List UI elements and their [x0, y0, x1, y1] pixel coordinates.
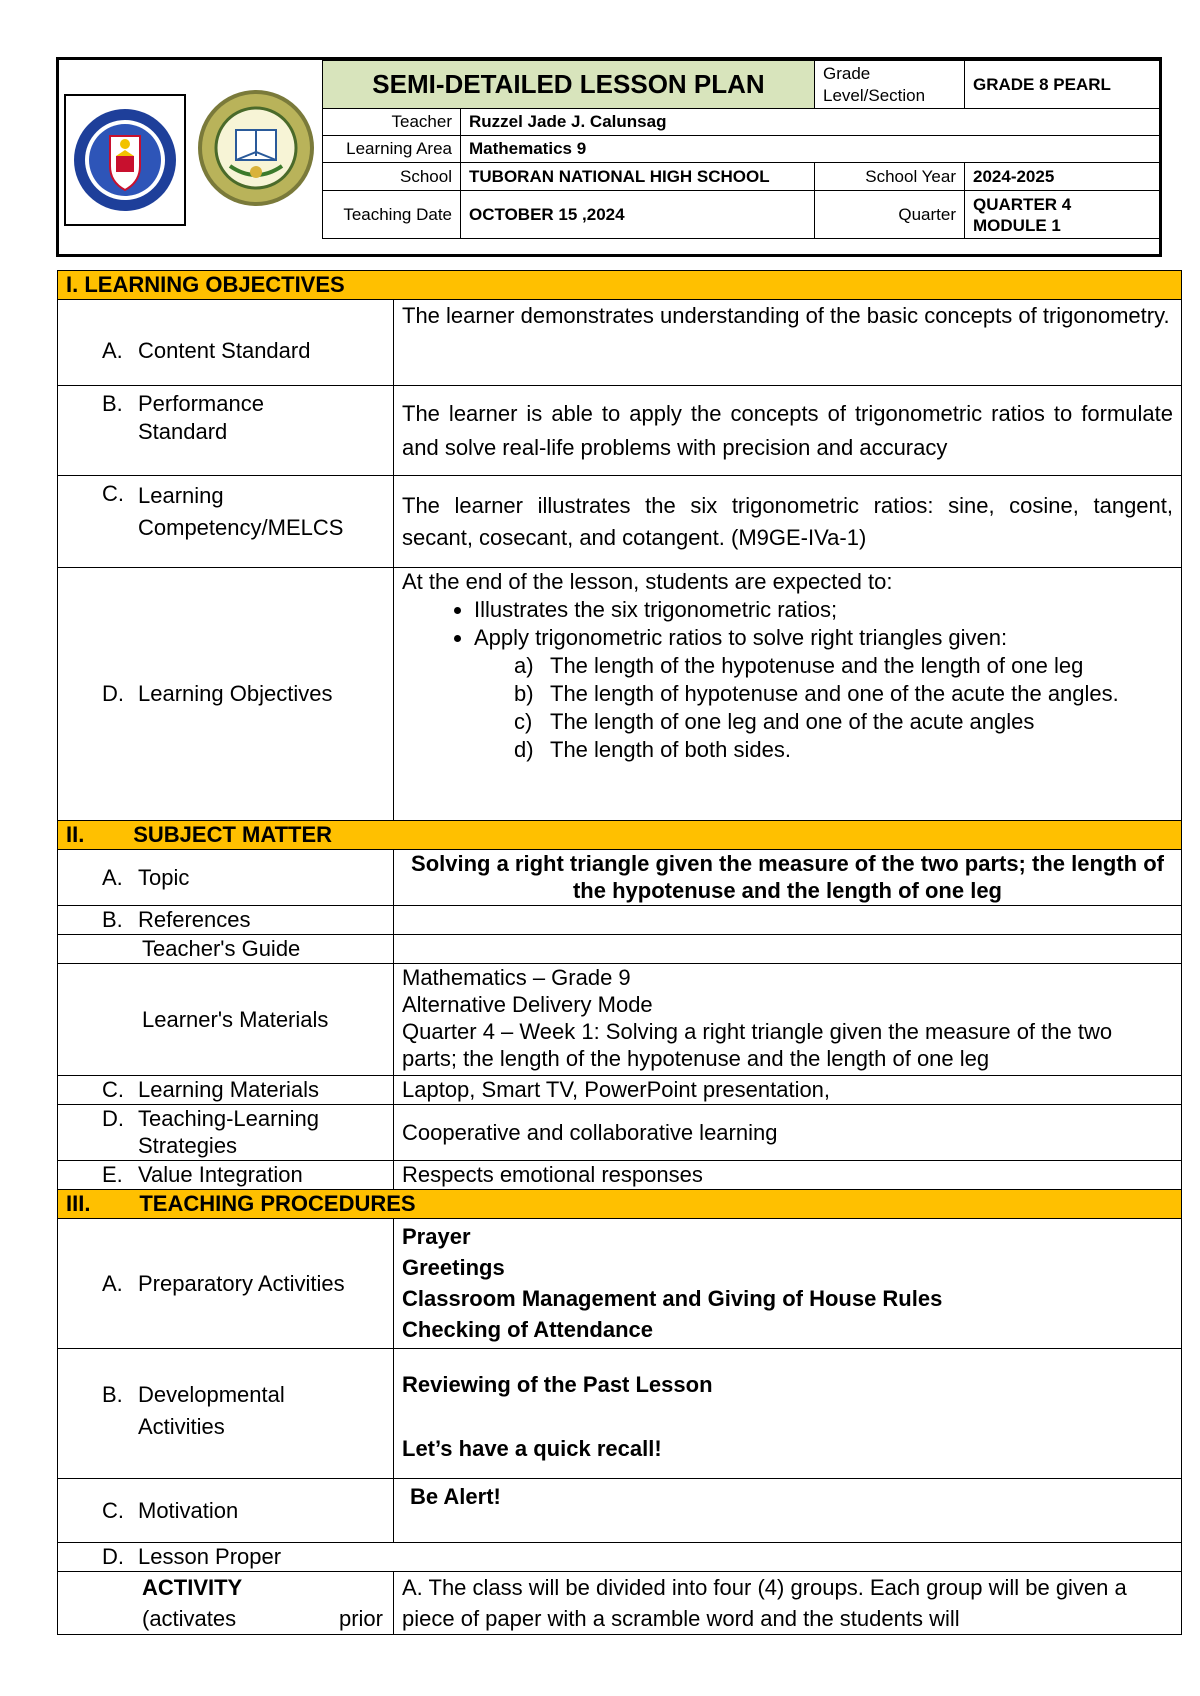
strategies-label: D. Teaching-Learning Strategies	[58, 1105, 394, 1161]
learning-objectives-row	[58, 568, 1182, 821]
content-standard-text: The learner demonstrates understanding of the basic concepts of trigonometry.	[394, 300, 1182, 386]
grade-level-value: GRADE 8 PEARL	[965, 61, 1160, 109]
topic-row	[58, 850, 1182, 906]
teaching-date-value: OCTOBER 15 ,2024	[461, 191, 815, 239]
activity-text: A. The class will be divided into four (4) groups. Each group will be given a piece of paper with a scramble word and the students will	[394, 1572, 1182, 1635]
developmental-content: Reviewing of the Past Lesson Let’s have a quick recall!	[394, 1349, 1182, 1479]
school-label: School	[323, 163, 461, 191]
objectives-intro: At the end of the lesson, students are expected to:	[402, 569, 893, 594]
teacher-label: Teacher	[323, 109, 461, 136]
developmental-row	[58, 1349, 1182, 1479]
teachers-guide-label: Teacher's Guide	[58, 935, 394, 964]
lesson-proper-row	[58, 1543, 1182, 1572]
motivation-label: C. Motivation	[58, 1479, 394, 1543]
performance-standard-label: B. Performance Standard	[58, 386, 394, 476]
learning-area-label: Learning Area	[323, 136, 461, 163]
learning-objectives-content	[394, 568, 1182, 821]
content-standard-label: A. Content Standard	[58, 300, 394, 386]
preparatory-row	[58, 1219, 1182, 1349]
strategies-row	[58, 1105, 1182, 1161]
value-integration-text: Respects emotional responses	[394, 1161, 1182, 1190]
section-teaching-procedures-header	[58, 1190, 1182, 1219]
topic-text: Solving a right triangle given the measure of the two parts; the length of the hypotenuse and the length of one leg	[394, 850, 1182, 906]
strategies-text: Cooperative and collaborative learning	[394, 1105, 1182, 1161]
learning-competency-label: C. Learning Competency/MELCS	[58, 476, 394, 568]
school-year-value: 2024-2025	[965, 163, 1160, 191]
school-seal-icon	[196, 88, 316, 208]
quarter-value-line-2: MODULE 1	[973, 215, 1061, 235]
objective-sub-item: d) The length of both sides.	[514, 737, 791, 762]
objectives-bullets	[402, 596, 1173, 652]
learning-competency-row	[58, 476, 1182, 568]
school-value: TUBORAN NATIONAL HIGH SCHOOL	[461, 163, 815, 191]
grade-level-label: Grade Level/Section	[815, 61, 965, 109]
motivation-text: Be Alert!	[394, 1479, 1182, 1543]
learning-area-value: Mathematics 9	[461, 136, 1160, 163]
performance-standard-row	[58, 386, 1182, 476]
teacher-value: Ruzzel Jade J. Calunsag	[461, 109, 1160, 136]
objectives-sublist	[402, 652, 1173, 764]
references-label: B. References	[58, 906, 394, 935]
objective-sub-item: c) The length of one leg and one of the acute angles	[514, 709, 1035, 734]
developmental-label: B. Developmental Activities	[58, 1349, 394, 1479]
learning-competency-text: The learner illustrates the six trigonometric ratios: sine, cosine, tangent, secant, cosecant, and cotangent. (M9GE-IVa-1)	[394, 476, 1182, 568]
references-value	[394, 906, 1182, 935]
school-year-label: School Year	[815, 163, 965, 191]
deped-logo-box	[64, 94, 186, 226]
learners-materials-row	[58, 964, 1182, 1076]
preparatory-items: Prayer Greetings Classroom Management and Giving of House Rules Checking of Attendance	[394, 1219, 1182, 1349]
activity-row	[58, 1572, 1182, 1635]
section-title: II. SUBJECT MATTER	[58, 821, 1182, 850]
activity-label: ACTIVITY (activates prior	[58, 1572, 394, 1635]
lesson-plan-table	[57, 270, 1182, 1635]
objective-bullet: • Illustrates the six trigonometric ratios;	[474, 596, 1173, 624]
teachers-guide-value	[394, 935, 1182, 964]
quarter-label: Quarter	[815, 191, 965, 239]
learning-objectives-label: D. Learning Objectives	[58, 568, 394, 821]
deped-seal-icon	[72, 104, 178, 216]
teaching-date-label: Teaching Date	[323, 191, 461, 239]
quarter-value-line-1: QUARTER 4	[973, 194, 1072, 214]
document-title: SEMI-DETAILED LESSON PLAN	[323, 61, 815, 109]
objective-sub-item: b) The length of hypotenuse and one of the acute the angles.	[514, 681, 1119, 706]
motivation-row	[58, 1479, 1182, 1543]
content-standard-row	[58, 300, 1182, 386]
performance-standard-text: The learner is able to apply the concepts of trigonometric ratios to formulate and solve real-life problems with precision and accuracy	[394, 386, 1182, 476]
lesson-proper-label: D. Lesson Proper	[58, 1543, 1182, 1572]
learning-materials-label: C. Learning Materials	[58, 1076, 394, 1105]
section-title: III. TEACHING PROCEDURES	[58, 1190, 1182, 1219]
learners-materials-label: Learner's Materials	[58, 964, 394, 1076]
learning-materials-row	[58, 1076, 1182, 1105]
section-title: I. LEARNING OBJECTIVES	[58, 271, 1182, 300]
section-learning-objectives-header	[58, 271, 1182, 300]
learners-materials-text: Mathematics – Grade 9 Alternative Delivery Mode Quarter 4 – Week 1: Solving a right triangle given the measure of the two parts; the length of the hypotenuse and the length of one leg	[394, 964, 1182, 1076]
topic-label: A. Topic	[58, 850, 394, 906]
objective-sub-item: a) The length of the hypotenuse and the length of one leg	[514, 653, 1084, 678]
learning-materials-text: Laptop, Smart TV, PowerPoint presentation,	[394, 1076, 1182, 1105]
value-integration-row	[58, 1161, 1182, 1190]
quarter-value	[965, 191, 1160, 239]
value-integration-label: E. Value Integration	[58, 1161, 394, 1190]
preparatory-label: A. Preparatory Activities	[58, 1219, 394, 1349]
teachers-guide-row	[58, 935, 1182, 964]
header-info-table	[322, 60, 1160, 239]
references-row	[58, 906, 1182, 935]
objective-bullet: • Apply trigonometric ratios to solve right triangles given:	[474, 624, 1173, 652]
section-subject-matter-header	[58, 821, 1182, 850]
